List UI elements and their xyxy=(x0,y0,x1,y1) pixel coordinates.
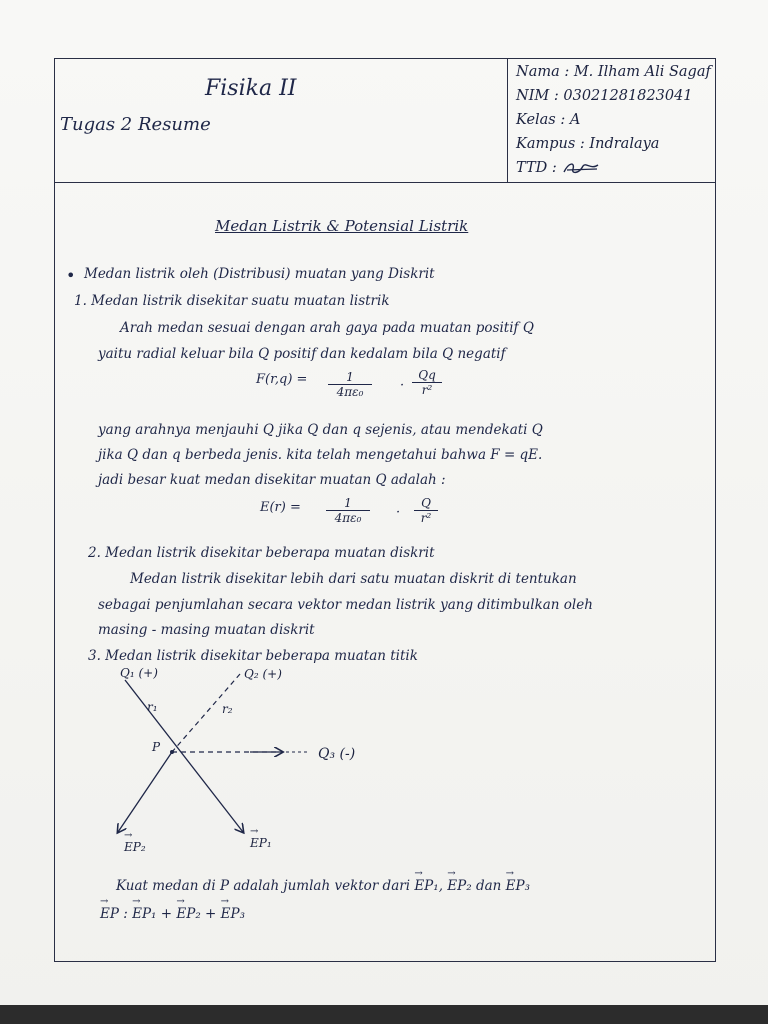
eq-plus2: + xyxy=(205,906,217,922)
formula1-dot: · xyxy=(400,378,405,393)
item1-heading: 1. Medan listrik disekitar suatu muatan listrik xyxy=(74,293,390,309)
eq-term3: → EP₃ xyxy=(221,906,245,922)
eq-term2: → EP₂ xyxy=(176,906,200,922)
info-kampus: Kampus : Indralaya xyxy=(516,136,660,152)
conclusion-and: dan xyxy=(475,878,502,894)
info-nama: Nama : M. Ilham Ali Sagaf xyxy=(516,64,711,80)
conclusion-equation xyxy=(100,906,245,922)
signature-mark xyxy=(561,160,601,176)
field-vector-diagram xyxy=(100,660,340,850)
point-p xyxy=(170,750,174,754)
label-r2: r₂ xyxy=(222,702,233,716)
item1-line4: jika Q dan q berbeda jenis. kita telah mengetahui bahwa F = qE. xyxy=(98,447,543,463)
item3-heading: 3. Medan listrik disekitar beberapa muatan titik xyxy=(88,648,418,664)
label-r1: r₁ xyxy=(147,700,158,714)
line-ep2 xyxy=(118,752,172,832)
info-nim: NIM : 03021281823041 xyxy=(516,88,693,104)
formula1-den2: r² xyxy=(421,383,433,397)
bullet-heading: Medan listrik oleh (Distribusi) muatan yang Diskrit xyxy=(84,266,435,282)
formula2-dot: · xyxy=(396,505,401,520)
eq-colon: : xyxy=(123,906,128,922)
item1-line2: yaitu radial keluar bila Q positif dan kedalam bila Q negatif xyxy=(98,346,506,362)
formula2-num1: 1 xyxy=(326,496,370,511)
formula2-fraction2 xyxy=(414,496,438,525)
label-q1: Q₁ (+) xyxy=(120,666,158,680)
formula1-lhs: F(r,q) = xyxy=(256,372,308,387)
item2-line3: masing - masing muatan diskrit xyxy=(98,622,315,638)
conclusion-v3: → EP₃ xyxy=(506,878,530,894)
info-ttd-label: TTD : xyxy=(516,160,557,176)
item1-line5: jadi besar kuat medan disekitar muatan Q adalah : xyxy=(98,472,446,488)
header-divider xyxy=(54,182,714,183)
conclusion-sep: , xyxy=(438,878,443,894)
label-q3: Q₃ (-) xyxy=(318,746,356,762)
eq-plus1: + xyxy=(160,906,173,922)
info-ttd xyxy=(516,160,601,176)
conclusion-line1 xyxy=(116,878,530,894)
formula1-num2: Qq xyxy=(412,368,442,383)
formula2-den2: r² xyxy=(420,511,432,525)
label-ep2: → EP₂ xyxy=(124,840,146,854)
page-title: Fisika II xyxy=(205,76,297,101)
bottom-shadow xyxy=(0,1005,768,1024)
student-info-box xyxy=(507,58,715,183)
formula1-den1: 4πε₀ xyxy=(336,385,364,399)
formula2-lhs: E(r) = xyxy=(260,500,301,515)
section-title: Medan Listrik & Potensial Listrik xyxy=(215,217,469,235)
formula1-fraction2 xyxy=(412,368,442,397)
formula2-den1: 4πε₀ xyxy=(334,511,362,525)
formula1-num1: 1 xyxy=(328,370,372,385)
item2-line2: sebagai penjumlahan secara vektor medan listrik yang ditimbulkan oleh xyxy=(98,597,593,613)
formula2-num2: Q xyxy=(414,496,438,511)
item2-heading: 2. Medan listrik disekitar beberapa muatan diskrit xyxy=(88,545,435,561)
label-p: P xyxy=(152,740,161,754)
eq-lhs: → EP xyxy=(100,906,119,922)
bullet-dot: • xyxy=(66,266,76,285)
info-kelas: Kelas : A xyxy=(516,112,581,128)
formula1-fraction1 xyxy=(328,370,372,399)
label-q2: Q₂ (+) xyxy=(244,667,282,681)
conclusion-v2: → EP₂ xyxy=(447,878,471,894)
item1-line1: Arah medan sesuai dengan arah gaya pada muatan positif Q xyxy=(120,320,534,336)
page-subtitle: Tugas 2 Resume xyxy=(60,114,211,135)
item1-line3: yang arahnya menjauhi Q jika Q dan q sejenis, atau mendekati Q xyxy=(98,422,543,438)
conclusion-v1: → EP₁ xyxy=(414,878,438,894)
label-ep1: → EP₁ xyxy=(250,836,272,850)
item2-line1: Medan listrik disekitar lebih dari satu muatan diskrit di tentukan xyxy=(130,571,577,587)
eq-term1: → EP₁ xyxy=(132,906,156,922)
formula2-fraction1 xyxy=(326,496,370,525)
conclusion-text: Kuat medan di P adalah jumlah vektor dari xyxy=(116,878,411,894)
